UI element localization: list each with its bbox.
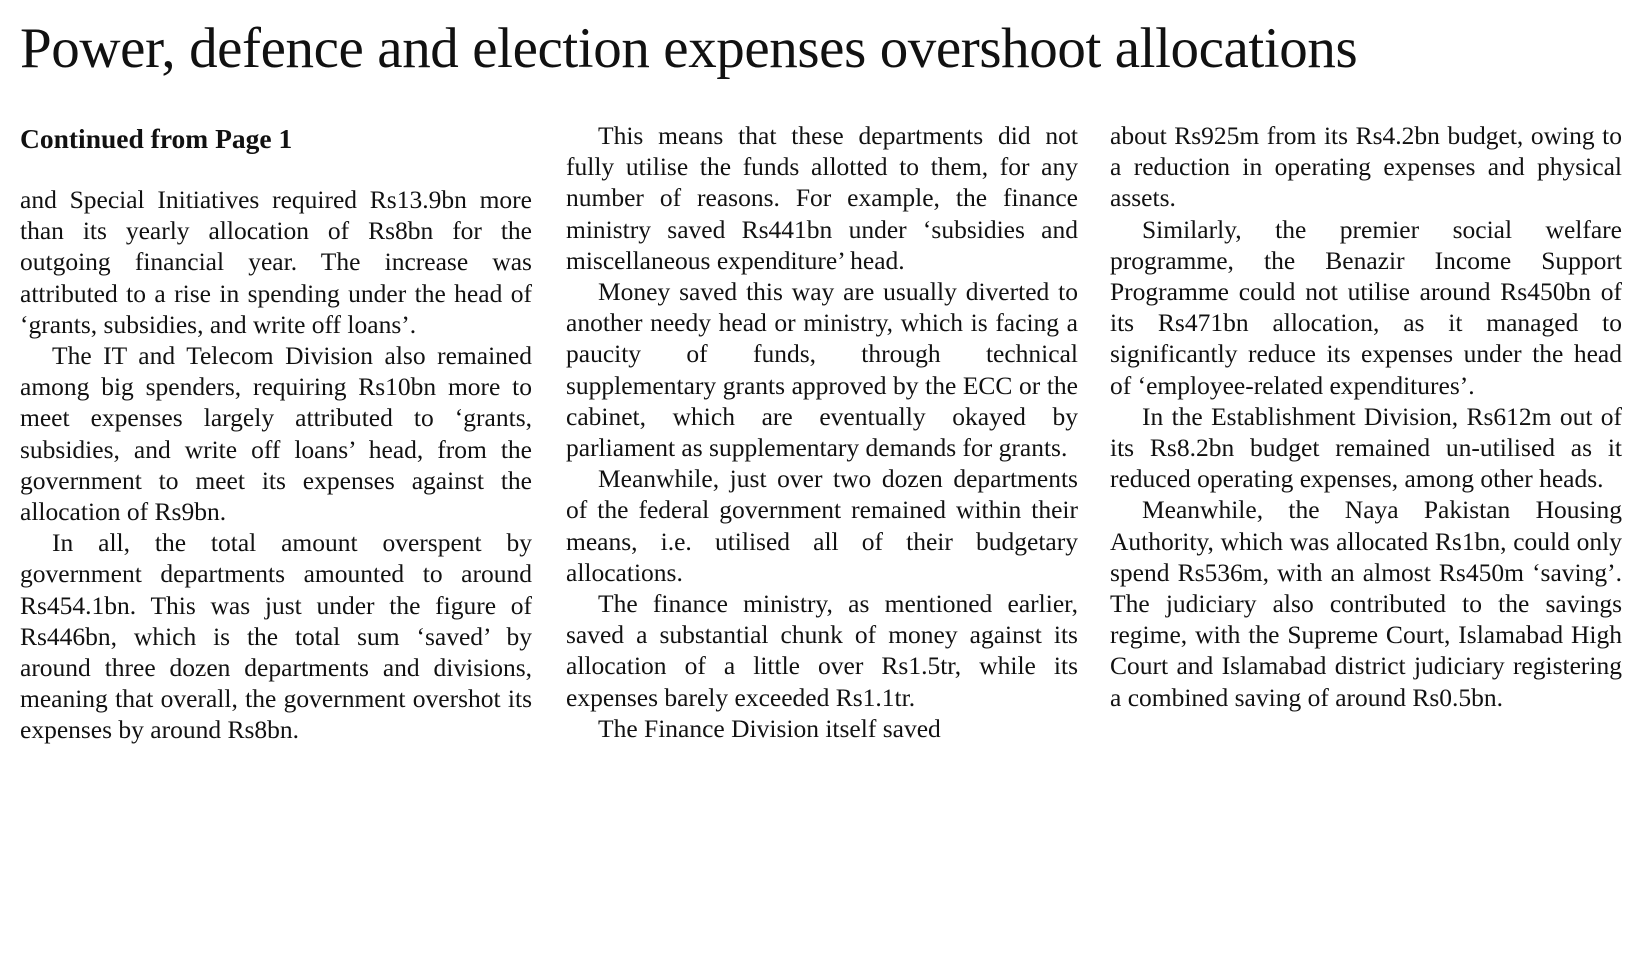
continued-kicker: Continued from Page 1 [20, 123, 293, 154]
article-paragraph: In all, the total amount overspent by government departments amounted to around Rs454.1bn. This was just under the figure of Rs446bn, which is the total sum ‘saved’ by around three dozen departments and divisions, meaning that overall, the government overshot its expenses by around Rs8bn. [20, 528, 532, 745]
article-paragraph: Money saved this way are usually diverted to another needy head or ministry, which is facing a paucity of funds, through technical supplementary grants approved by the ECC or the cabinet, which are eventually okayed by parliament as supplementary demands for grants. [566, 277, 1078, 463]
article-column-3 [1110, 120, 1622, 713]
article-paragraph: The Finance Division itself saved [598, 713, 941, 743]
article-headline: Power, defence and election expenses overshoot allocations [20, 17, 1358, 80]
article-paragraph: about Rs925m from its Rs4.2bn budget, owing to a reduction in operating expenses and physical assets. [1110, 121, 1622, 213]
article-paragraph: In the Establishment Division, Rs612m out of its Rs8.2bn budget remained un-utilised as it reduced operating expenses, among other heads. [1110, 401, 1622, 494]
article-column-1 [20, 120, 532, 746]
article-paragraph: The IT and Telecom Division also remained among big spenders, requiring Rs10bn more to meet expenses largely attributed to ‘grants, subsidies, and write off loans’ head, from the government to meet its expenses against the allocation of Rs9bn. [20, 341, 532, 527]
article-paragraph: Meanwhile, just over two dozen departments of the federal government remained within their means, i.e. utilised all of their budgetary allocations. [566, 464, 1078, 587]
article-paragraph: This means that these departments did not fully utilise the funds allotted to them, for any number of reasons. For example, the finance ministry saved Rs441bn under ‘subsidies and miscellaneous expenditure’ head. [566, 121, 1078, 275]
article-paragraph: The finance ministry, as mentioned earlier, saved a substantial chunk of money against its allocation of a little over Rs1.5tr, while its expenses barely exceeded Rs1.1tr. [566, 589, 1078, 712]
article-column-2 [566, 120, 1078, 744]
article-paragraph: Meanwhile, the Naya Pakistan Housing Authority, which was allocated Rs1bn, could only spend Rs536m, with an almost Rs450m ‘saving’. The judiciary also contributed to the savings regime, with the Supreme Court, Islamabad High Court and Islamabad district judiciary registering a combined saving of around Rs0.5bn. [1110, 495, 1622, 712]
article-paragraph: Similarly, the premier social welfare programme, the Benazir Income Support Programme could not utilise around Rs450bn of its Rs471bn allocation, as it managed to significantly reduce its expenses under the head of ‘employee-related expenditures’. [1110, 214, 1622, 400]
article-paragraph: and Special Initiatives required Rs13.9bn more than its yearly allocation of Rs8bn for the outgoing financial year. The increase was attributed to a rise in spending under the head of ‘grants, subsidies, and write off loans’. [20, 185, 532, 339]
